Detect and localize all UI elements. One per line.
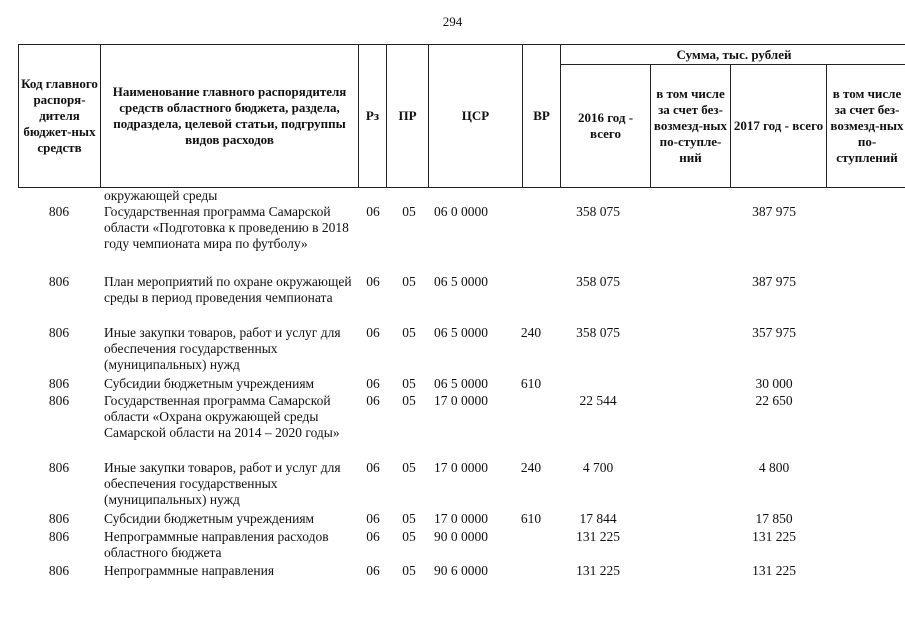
cell-csr: 17 0 0000 [434, 460, 488, 475]
cell-2016-total: 358 075 [576, 274, 620, 289]
cell-2017-total: 131 225 [752, 563, 796, 578]
table-row [18, 204, 890, 274]
cell-2017-total: 22 650 [755, 393, 793, 408]
cell-csr: 90 6 0000 [434, 563, 488, 578]
table-row [18, 325, 890, 376]
table-row [18, 393, 890, 460]
cell-rz: 06 [366, 376, 380, 391]
cell-pr: 05 [402, 325, 416, 340]
header-pr: ПР [387, 45, 429, 188]
cell-name: Государственная программа Самарской области «Охрана окружающей среды Самарской области на 2014 – 2020 годы» [104, 393, 340, 441]
cell-2016-total: 358 075 [576, 204, 620, 219]
cell-code: 806 [48, 563, 70, 578]
table-row [18, 376, 890, 393]
cell-name: окружающей среды [104, 188, 218, 203]
table-row [18, 511, 890, 529]
cell-rz: 06 [366, 460, 380, 475]
cell-2016-total: 131 225 [576, 529, 620, 544]
cell-pr: 05 [402, 529, 416, 544]
cell-code: 806 [48, 376, 70, 391]
cell-vr: 240 [520, 325, 542, 340]
cell-code: 806 [48, 529, 70, 544]
cell-name: Субсидии бюджетным учреждениям [104, 376, 315, 391]
cell-2017-total: 30 000 [755, 376, 793, 391]
cell-rz: 06 [366, 325, 380, 340]
cell-2017-total: 387 975 [752, 274, 796, 289]
cell-csr: 06 5 0000 [434, 376, 488, 391]
cell-2017-total: 357 975 [752, 325, 796, 340]
header-2016-grant: в том числе за счет без-возмезд-ных по-ступле-ний [651, 65, 731, 188]
page-number: 294 [442, 14, 463, 29]
table-row [18, 188, 890, 204]
header-2017-total: 2017 год - всего [731, 65, 827, 188]
header-2016-total: 2016 год - всего [561, 65, 651, 188]
cell-name: Непрограммные направления расходов областного бюджета [104, 529, 329, 561]
cell-rz: 06 [366, 563, 380, 578]
cell-rz: 06 [366, 393, 380, 408]
cell-2017-total: 17 850 [755, 511, 793, 526]
table-header [18, 44, 905, 188]
cell-pr: 05 [402, 376, 416, 391]
cell-pr: 05 [402, 274, 416, 289]
cell-2017-total: 131 225 [752, 529, 796, 544]
cell-csr: 06 5 0000 [434, 274, 488, 289]
cell-code: 806 [48, 393, 70, 408]
cell-name: План мероприятий по охране окружающей среды в период проведения чемпионата [104, 274, 352, 306]
header-rz: Рз [359, 45, 387, 188]
cell-rz: 06 [366, 274, 380, 289]
cell-name: Иные закупки товаров, работ и услуг для обеспечения государственных (муниципальных) нужд [104, 325, 341, 373]
table-row [18, 563, 890, 581]
cell-pr: 05 [402, 563, 416, 578]
table-body [18, 188, 890, 581]
cell-pr: 05 [402, 204, 416, 219]
cell-rz: 06 [366, 511, 380, 526]
cell-pr: 05 [402, 460, 416, 475]
cell-2016-total: 4 700 [582, 460, 614, 475]
header-2017-grant: в том числе за счет без-возмезд-ных по-ступлений [827, 65, 905, 188]
cell-csr: 17 0 0000 [434, 393, 488, 408]
cell-rz: 06 [366, 529, 380, 544]
table-row [18, 529, 890, 563]
header-csr: ЦСР [429, 45, 523, 188]
cell-csr: 90 0 0000 [434, 529, 488, 544]
cell-code: 806 [48, 460, 70, 475]
header-code: Код главного распоря-дителя бюджет-ных средств [19, 45, 101, 188]
cell-pr: 05 [402, 393, 416, 408]
cell-2016-total: 358 075 [576, 325, 620, 340]
cell-code: 806 [48, 511, 70, 526]
cell-code: 806 [48, 204, 70, 219]
cell-name: Государственная программа Самарской области «Подготовка к проведению в 2018 году чемпионата мира по футболу» [104, 204, 349, 252]
cell-pr: 05 [402, 511, 416, 526]
cell-csr: 06 0 0000 [434, 204, 488, 219]
cell-name: Непрограммные направления [104, 563, 275, 578]
cell-2017-total: 387 975 [752, 204, 796, 219]
header-sum-group: Сумма, тыс. рублей [561, 45, 905, 65]
cell-vr: 610 [520, 511, 542, 526]
cell-code: 806 [48, 274, 70, 289]
cell-name: Иные закупки товаров, работ и услуг для обеспечения государственных (муниципальных) нужд [104, 460, 341, 508]
cell-2016-total: 17 844 [579, 511, 617, 526]
table-row [18, 460, 890, 511]
cell-code: 806 [48, 325, 70, 340]
cell-2016-total: 22 544 [579, 393, 617, 408]
cell-rz: 06 [366, 204, 380, 219]
table-row [18, 274, 890, 325]
cell-vr: 610 [520, 376, 542, 391]
header-vr: ВР [523, 45, 561, 188]
cell-2016-total: 131 225 [576, 563, 620, 578]
cell-name: Субсидии бюджетным учреждениям [104, 511, 315, 526]
cell-csr: 06 5 0000 [434, 325, 488, 340]
cell-csr: 17 0 0000 [434, 511, 488, 526]
cell-vr: 240 [520, 460, 542, 475]
header-name: Наименование главного распорядителя средств областного бюджета, раздела, подраздела, целевой статьи, подгруппы видов расходов [101, 45, 359, 188]
cell-2017-total: 4 800 [758, 460, 790, 475]
